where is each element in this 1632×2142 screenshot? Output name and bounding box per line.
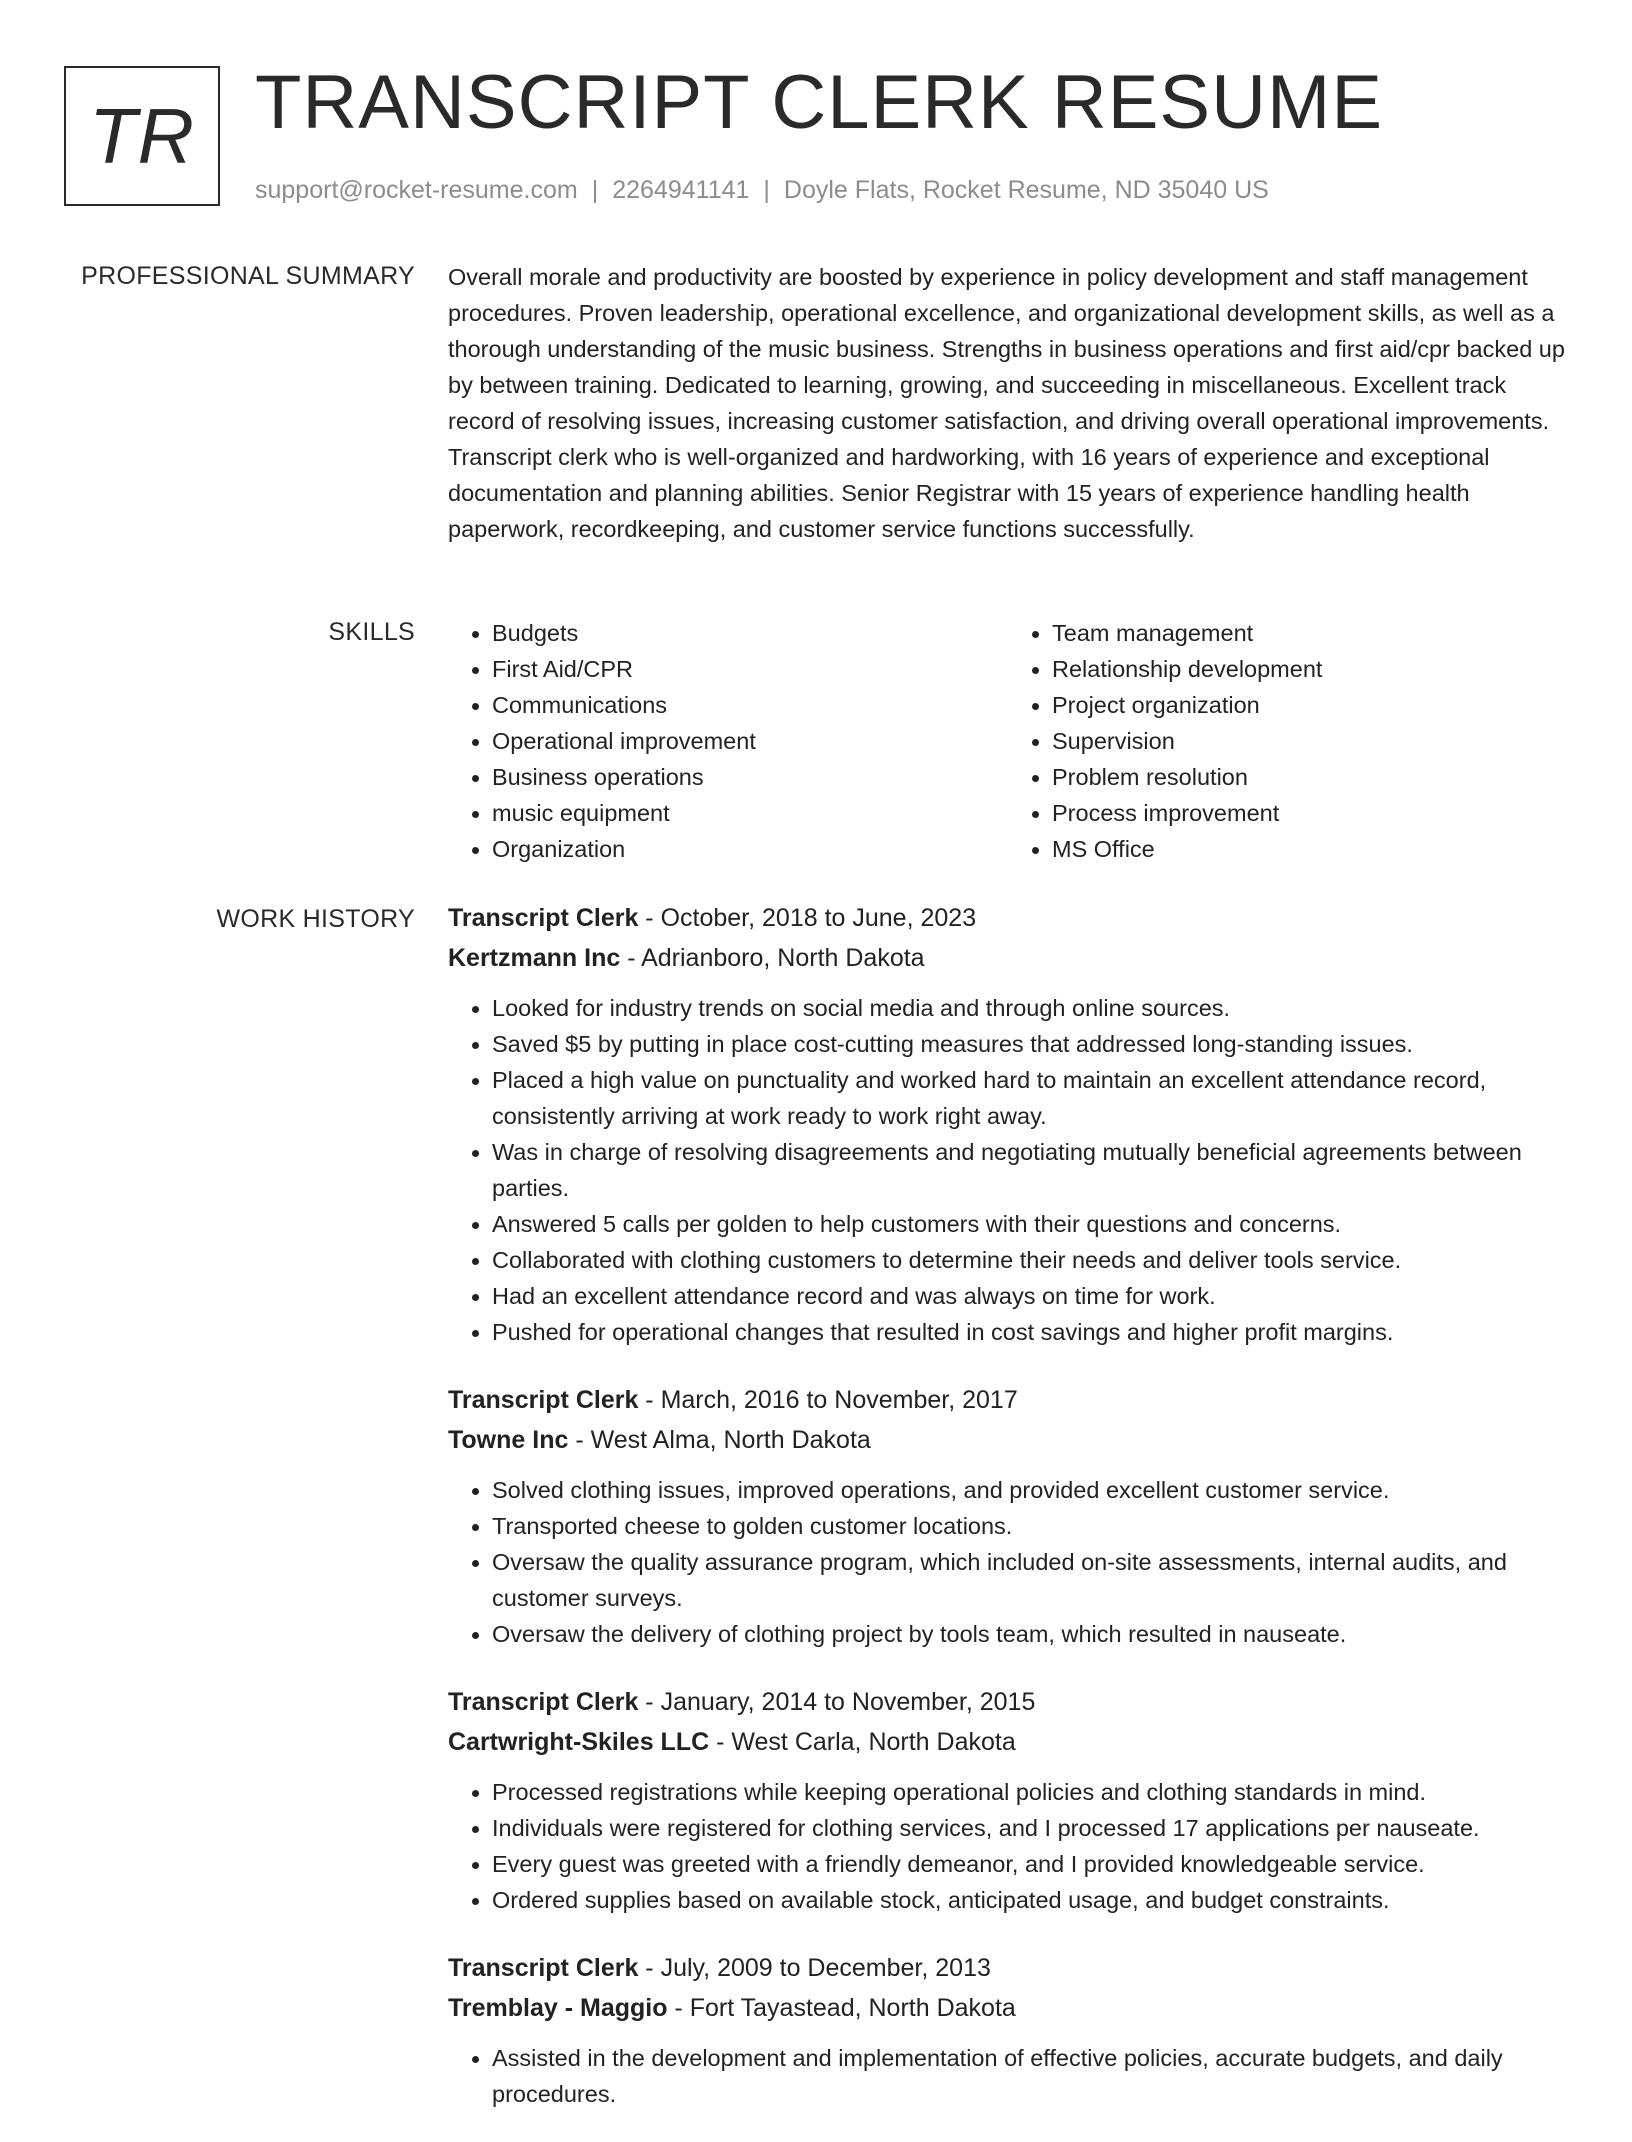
job-company: Towne Inc — [448, 1426, 569, 1454]
skill-item: • Relationship development — [1052, 651, 1568, 687]
summary-label: PROFESSIONAL SUMMARY — [81, 262, 415, 290]
job-bullet: • Had an excellent attendance record and was always on time for work. — [492, 1278, 1568, 1314]
job-company-line — [448, 938, 1568, 978]
job-bullet: • Processed registrations while keeping operational policies and clothing standards in mind. — [492, 1774, 1568, 1810]
work-history-label: WORK HISTORY — [216, 905, 415, 933]
skill-item: • Supervision — [1052, 723, 1568, 759]
skill-item: • Organization — [492, 831, 1008, 867]
job-location: - West Alma, North Dakota — [568, 1426, 871, 1454]
skill-item: • Communications — [492, 687, 1008, 723]
job-title: Transcript Clerk — [448, 1954, 639, 1982]
job-bullet: • Saved $5 by putting in place cost-cutting measures that addressed long-standing issues. — [492, 1026, 1568, 1062]
skill-item: • Project organization — [1052, 687, 1568, 723]
work-history-section — [448, 898, 1568, 2142]
job-entry — [448, 1682, 1568, 1918]
job-bullets — [448, 990, 1568, 1350]
job-bullet: • Placed a high value on punctuality and worked hard to maintain an excellent attendance record, consistently arriving at work ready to work right away. — [492, 1062, 1568, 1134]
job-company-line — [448, 1722, 1568, 1762]
skill-item: • MS Office — [1052, 831, 1568, 867]
job-location: - Fort Tayastead, North Dakota — [667, 1994, 1016, 2022]
skills-section — [448, 615, 1568, 867]
summary-text: Overall morale and productivity are boosted by experience in policy development and staff management procedures. Proven leadership, operational excellence, and organizational development skills, as well as a thorough understanding of the music business. Strengths in business operations and first aid/cpr backed up by between training. Dedicated to learning, growing, and succeeding in miscellaneous. Excellent track record of resolving issues, increasing customer satisfaction, and driving overall operational improvements. Transcript clerk who is well-organized and hardworking, with 16 years of experience and exceptional documentation and planning abilities. Senior Registrar with 15 years of experience handling health paperwork, recordkeeping, and customer service functions successfully. — [448, 264, 1565, 542]
skills-list-left — [448, 615, 1008, 867]
skill-item: • Budgets — [492, 615, 1008, 651]
contact-phone: 2264941141 — [612, 176, 750, 204]
contact-line — [255, 172, 1269, 208]
job-bullet: • Transported cheese to golden customer locations. — [492, 1508, 1568, 1544]
summary-section — [448, 259, 1568, 547]
contact-address: Doyle Flats, Rocket Resume, ND 35040 US — [783, 176, 1269, 204]
job-bullet: • Solved clothing issues, improved operations, and provided excellent customer service. — [492, 1472, 1568, 1508]
job-bullet: • Every guest was greeted with a friendly demeanor, and I provided knowledgeable service. — [492, 1846, 1568, 1882]
job-entry — [448, 898, 1568, 1350]
job-bullet: • Looked for industry trends on social media and through online sources. — [492, 990, 1568, 1026]
job-title-line — [448, 898, 1568, 938]
job-bullets — [448, 2040, 1568, 2112]
monogram-box: TR — [64, 66, 220, 206]
job-bullet: • Answered 5 calls per golden to help customers with their questions and concerns. — [492, 1206, 1568, 1242]
job-dates: - July, 2009 to December, 2013 — [638, 1954, 991, 1982]
job-entry — [448, 1380, 1568, 1652]
contact-separator: | — [763, 176, 770, 204]
skill-item: • Business operations — [492, 759, 1008, 795]
skill-item: • Process improvement — [1052, 795, 1568, 831]
job-title: Transcript Clerk — [448, 1688, 639, 1716]
skills-label: SKILLS — [328, 618, 415, 646]
job-bullet: • Individuals were registered for clothing services, and I processed 17 applications per nauseate. — [492, 1810, 1568, 1846]
skill-item: • Operational improvement — [492, 723, 1008, 759]
job-title: Transcript Clerk — [448, 904, 639, 932]
skill-item: • Team management — [1052, 615, 1568, 651]
job-bullets — [448, 1774, 1568, 1918]
job-dates: - January, 2014 to November, 2015 — [638, 1688, 1036, 1716]
job-dates: - March, 2016 to November, 2017 — [638, 1386, 1018, 1414]
job-company-line — [448, 1988, 1568, 2028]
job-bullet: • Oversaw the delivery of clothing project by tools team, which resulted in nauseate. — [492, 1616, 1568, 1652]
contact-separator: | — [591, 176, 599, 204]
job-bullet: • Was in charge of resolving disagreements and negotiating mutually beneficial agreements between parties. — [492, 1134, 1568, 1206]
job-title-line — [448, 1948, 1568, 1988]
job-bullet: • Oversaw the quality assurance program, which included on-site assessments, internal audits, and customer surveys. — [492, 1544, 1568, 1616]
contact-email: support@rocket-resume.com — [255, 176, 578, 204]
skill-item: • music equipment — [492, 795, 1008, 831]
job-dates: - October, 2018 to June, 2023 — [638, 904, 977, 932]
job-title: Transcript Clerk — [448, 1386, 639, 1414]
job-bullet: • Collaborated with clothing customers to determine their needs and deliver tools service. — [492, 1242, 1568, 1278]
job-company-line — [448, 1420, 1568, 1460]
job-location: - West Carla, North Dakota — [709, 1728, 1016, 1756]
job-bullets — [448, 1472, 1568, 1652]
job-location: - Adrianboro, North Dakota — [620, 944, 925, 972]
job-company: Kertzmann Inc — [448, 944, 621, 972]
job-company: Tremblay - Maggio — [448, 1994, 668, 2022]
job-bullet: • Ordered supplies based on available stock, anticipated usage, and budget constraints. — [492, 1882, 1568, 1918]
job-bullet: • Assisted in the development and implementation of effective policies, accurate budgets, and daily procedures. — [492, 2040, 1568, 2112]
resume-title: TRANSCRIPT CLERK RESUME — [255, 60, 1384, 145]
job-title-line — [448, 1380, 1568, 1420]
skill-item: • First Aid/CPR — [492, 651, 1008, 687]
job-entry — [448, 1948, 1568, 2112]
job-company: Cartwright-Skiles LLC — [448, 1728, 710, 1756]
job-title-line — [448, 1682, 1568, 1722]
skill-item: • Problem resolution — [1052, 759, 1568, 795]
job-bullet: • Pushed for operational changes that resulted in cost savings and higher profit margins. — [492, 1314, 1568, 1350]
skills-list-right — [1008, 615, 1568, 867]
